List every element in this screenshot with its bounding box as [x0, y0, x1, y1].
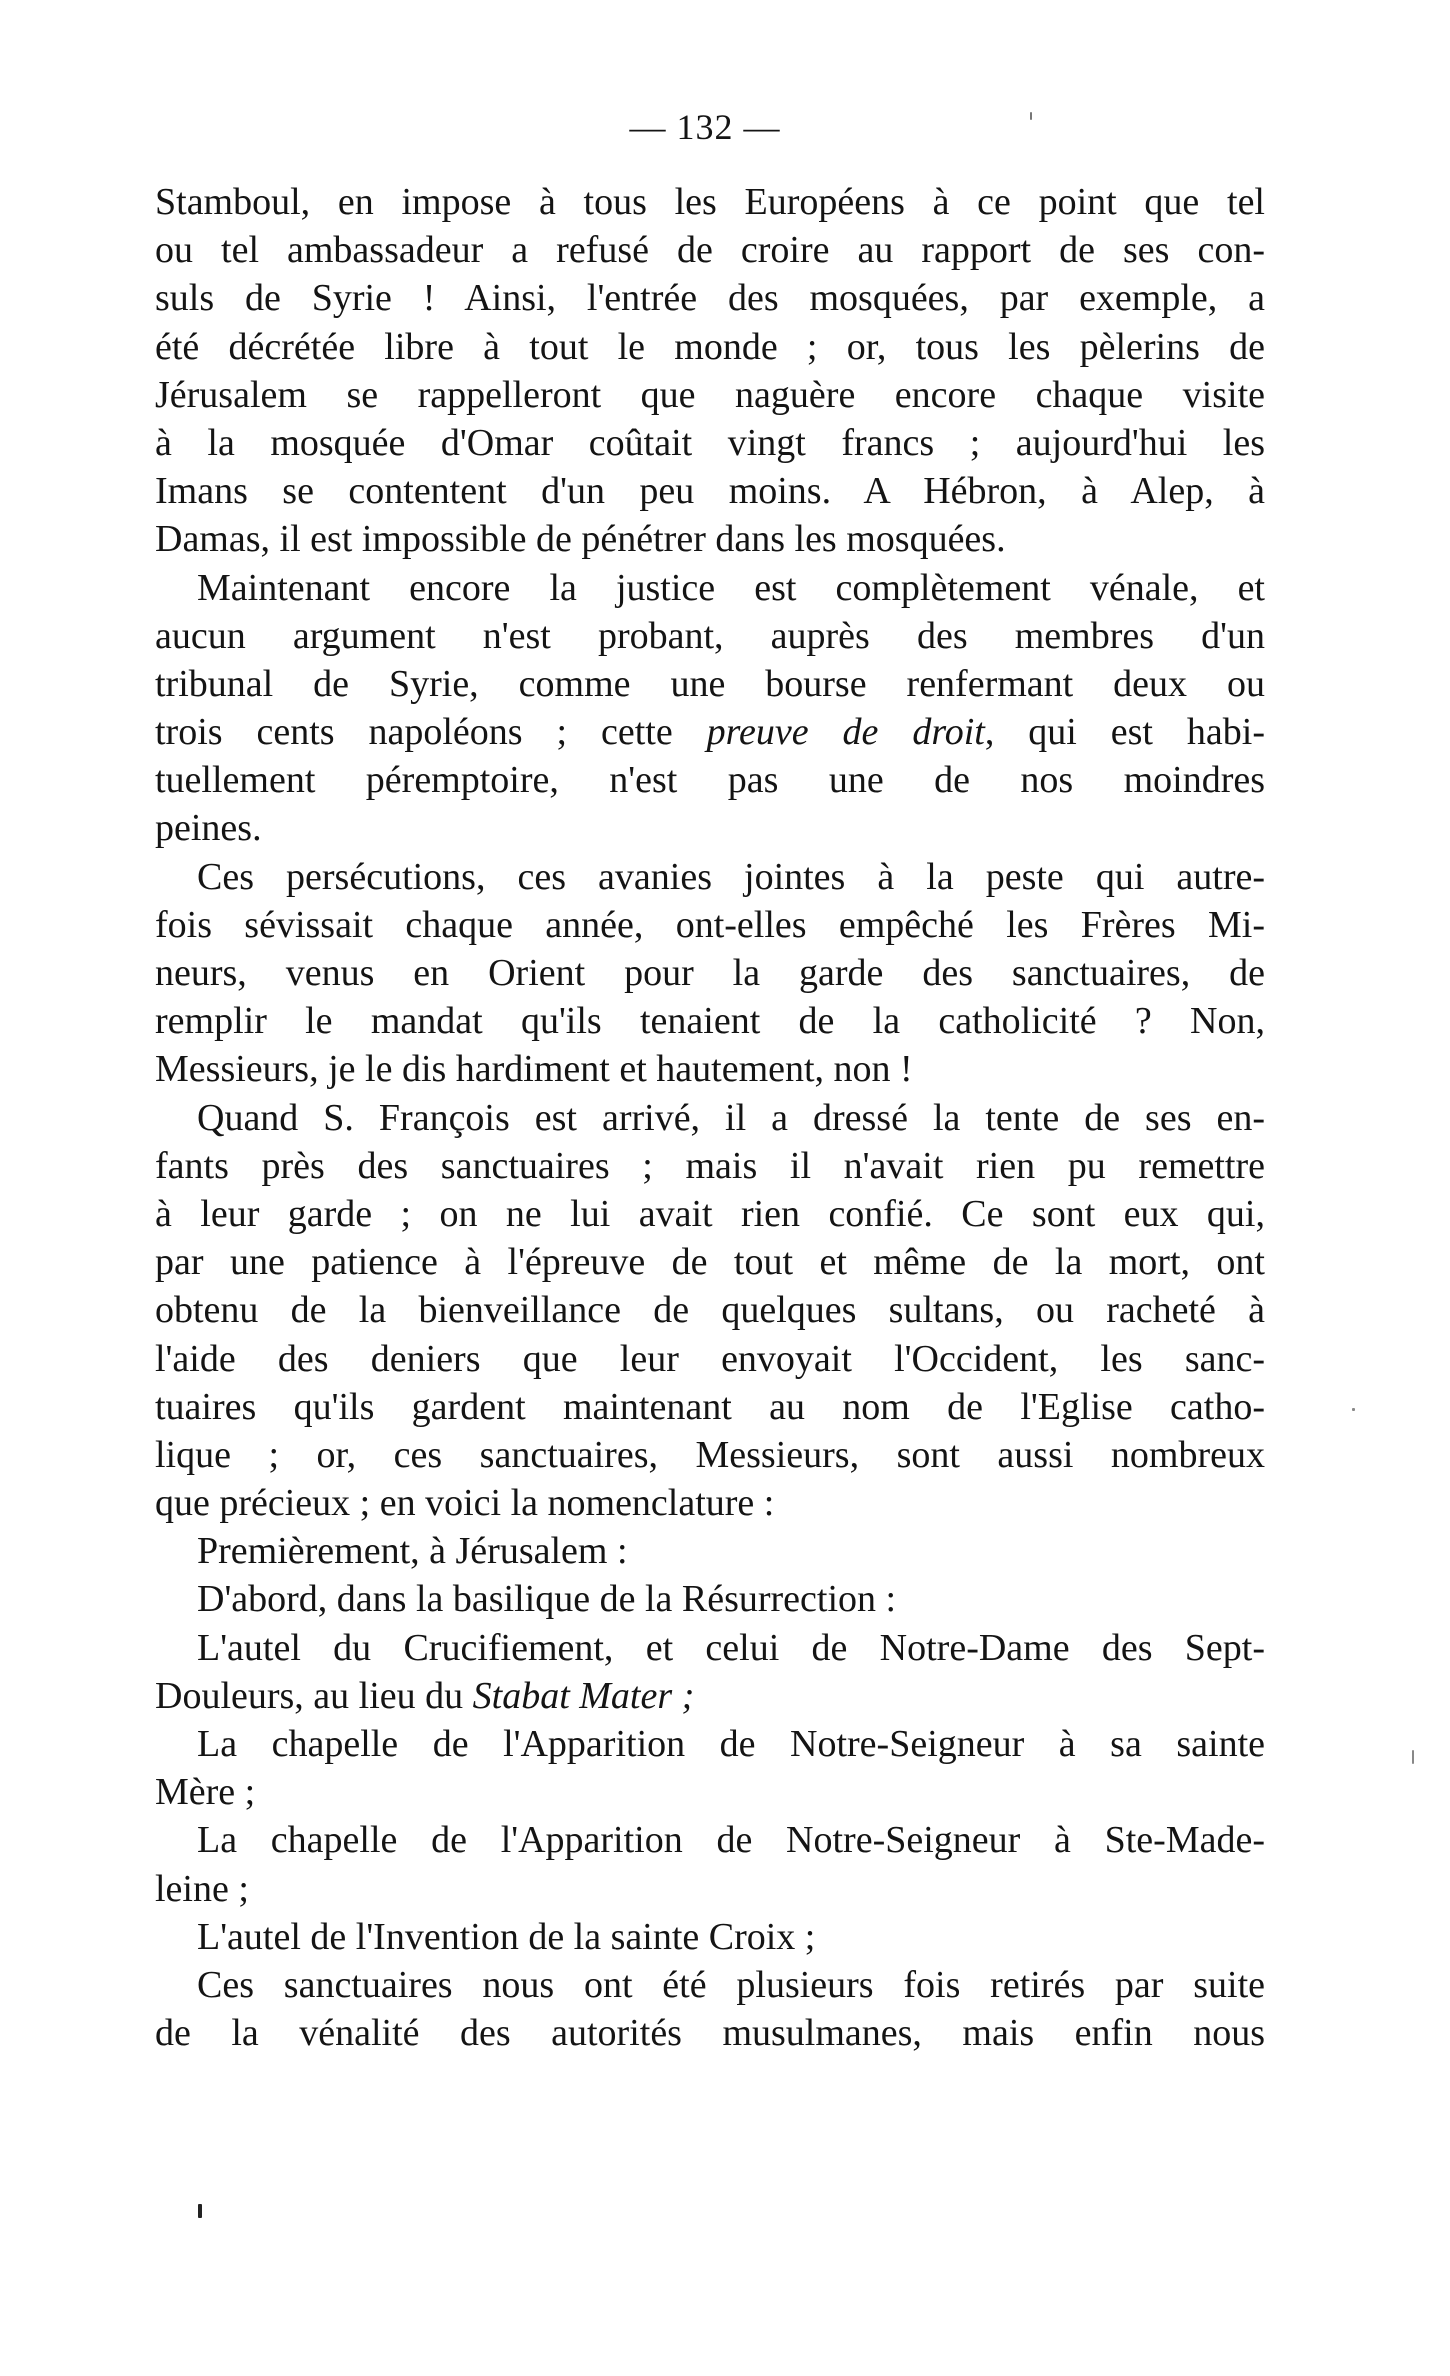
text-line: fois sévissait chaque année, ont-elles empêché les Frères Mi-: [155, 903, 1265, 946]
body-text: [155, 178, 1265, 2057]
paper-speck: [1412, 1750, 1414, 1764]
line-segment: , qui est habi-: [984, 711, 1265, 754]
list-item-line-with-italic: [155, 1672, 1265, 1720]
list-item-line: L'autel de l'Invention de la sainte Croix ;: [197, 1915, 816, 1958]
paragraph-end-line: peines.: [155, 807, 262, 850]
italic-phrase: Stabat Mater ;: [472, 1674, 695, 1717]
text-line: été décrétée libre à tout le monde ; or, tous les pèlerins de: [155, 325, 1265, 368]
text-line: fants près des sanctuaires ; mais il n'avait rien pu remettre: [155, 1144, 1265, 1187]
list-item-end-line: Mère ;: [155, 1771, 256, 1814]
paragraph-start-line: Maintenant encore la justice est complètement vénale, et: [197, 566, 1265, 609]
text-line: remplir le mandat qu'ils tenaient de la catholicité ? Non,: [155, 1000, 1265, 1043]
line-segment: trois cents napoléons ; cette: [155, 711, 707, 754]
paper-speck: [1352, 1408, 1355, 1411]
text-line: tuaires qu'ils gardent maintenant au nom de l'Eglise catho-: [155, 1385, 1265, 1428]
line-segment: Douleurs, au lieu du: [155, 1674, 473, 1717]
text-line: Jérusalem se rappelleront que naguère encore chaque visite: [155, 373, 1265, 416]
text-line: obtenu de la bienveillance de quelques sultans, ou racheté à: [155, 1289, 1265, 1332]
text-line: l'aide des deniers que leur envoyait l'Occident, les sanc-: [155, 1337, 1265, 1380]
text-line: par une patience à l'épreuve de tout et même de la mort, ont: [155, 1241, 1265, 1284]
list-item-line: L'autel du Crucifiement, et celui de Notre-Dame des Sept-: [197, 1626, 1265, 1669]
text-line: aucun argument n'est probant, auprès des membres d'un: [155, 614, 1265, 657]
text-line: neurs, venus en Orient pour la garde des sanctuaires, de: [155, 952, 1265, 994]
text-line-with-italic: [155, 708, 1265, 756]
list-heading-line: Premièrement, à Jérusalem :: [197, 1530, 628, 1573]
text-line: de la vénalité des autorités musulmanes, mais enfin nous: [155, 2012, 1265, 2055]
paragraph-end-line: Damas, il est impossible de pénétrer dans les mosquées.: [155, 518, 1006, 561]
text-line: ou tel ambassadeur a refusé de croire au rapport de ses con-: [155, 229, 1265, 272]
paragraph-start-line: Ces sanctuaires nous ont été plusieurs fois retirés par suite: [197, 1963, 1265, 2006]
text-line: Imans se contentent d'un peu moins. A Hébron, à Alep, à: [155, 470, 1265, 513]
text-line: suls de Syrie ! Ainsi, l'entrée des mosquées, par exemple, a: [155, 277, 1265, 320]
list-subheading-line: D'abord, dans la basilique de la Résurrection :: [197, 1578, 897, 1621]
page-number: — 132 —: [629, 107, 781, 147]
text-line: lique ; or, ces sanctuaires, Messieurs, sont aussi nombreux: [155, 1433, 1265, 1476]
paper-speck: [1030, 112, 1032, 120]
paragraph-start-line: Ces persécutions, ces avanies jointes à la peste qui autre-: [197, 855, 1265, 898]
text-line: tuellement péremptoire, n'est pas une de nos moindres: [155, 759, 1265, 802]
text-line: à la mosquée d'Omar coûtait vingt francs ; aujourd'hui les: [155, 421, 1265, 464]
paper-speck: [198, 2204, 202, 2218]
list-item-end-line: leine ;: [155, 1867, 249, 1910]
list-item-line: La chapelle de l'Apparition de Notre-Seigneur à sa sainte: [197, 1723, 1265, 1765]
list-item-line: La chapelle de l'Apparition de Notre-Seigneur à Ste-Made-: [197, 1819, 1265, 1862]
text-line: Stamboul, en impose à tous les Européens à ce point que tel: [155, 181, 1265, 223]
text-line: tribunal de Syrie, comme une bourse renfermant deux ou: [155, 662, 1265, 705]
paragraph-start-line: Quand S. François est arrivé, il a dressé la tente de ses en-: [197, 1096, 1265, 1139]
paragraph-end-line: Messieurs, je le dis hardiment et hautement, non !: [155, 1048, 913, 1091]
italic-phrase: preuve de droit: [706, 711, 985, 754]
paragraph-end-line: que précieux ; en voici la nomenclature :: [155, 1482, 775, 1525]
text-line: à leur garde ; on ne lui avait rien confié. Ce sont eux qui,: [155, 1192, 1265, 1235]
